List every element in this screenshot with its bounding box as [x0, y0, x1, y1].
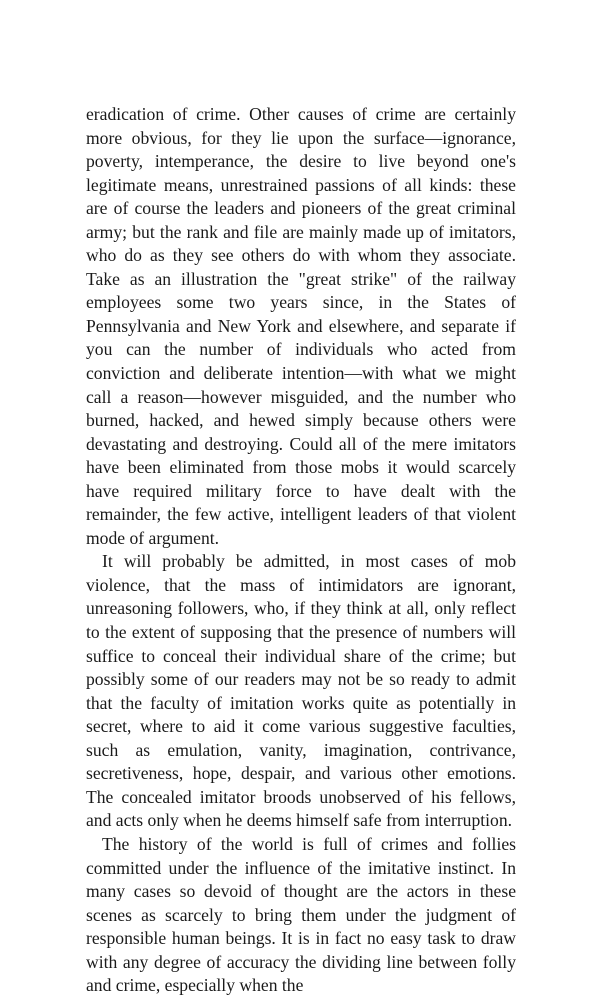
- body-text: [86, 103, 516, 998]
- paragraph-history-of-world: The history of the world is full of crimes and follies committed under the influence of the imitative instinct. In many cases so devoid of thought are the actors in these scenes as scarcely to bring them under the judgment of responsible human beings. It is in fact no easy task to draw with any degree of accuracy the dividing line between folly and crime, especially when the: [86, 833, 516, 996]
- paragraph-continued: eradication of crime. Other causes of crime are certainly more obvious, for they lie upon the surface—ignorance, poverty, intemperance, the desire to live beyond one's legitimate means, unrestrained passions of all kinds: these are of course the leaders and pioneers of the great criminal army; but the rank and file are mainly made up of imitators, who do as they see others do with whom they associate. Take as an illustration the "great strike" of the railway employees some two years since, in the States of Pennsylvania and New York and elsewhere, and separate if you can the number of individuals who acted from conviction and deliberate intention—with what we might call a reason—however misguided, and the number who burned, hacked, and hewed simply because others were devastating and destroying. Could all of the mere imitators have been eliminated from those mobs it would scarcely have required military force to have dealt with the remainder, the few active, intelligent leaders of that violent mode of argument.: [86, 104, 516, 548]
- paragraph-mob-violence: It will probably be admitted, in most cases of mob violence, that the mass of intimidators are ignorant, unreasoning followers, who, if they think at all, only reflect to the extent of supposing that the presence of numbers will suffice to conceal their individual share of the crime; but possibly some of our readers may not be so ready to admit that the faculty of imitation works quite as potentially in secret, where to aid it come various suggestive faculties, such as emulation, vanity, imagination, contrivance, secretiveness, hope, despair, and various other emotions. The concealed imitator broods unobserved of his fellows, and acts only when he deems himself safe from interruption.: [86, 551, 516, 831]
